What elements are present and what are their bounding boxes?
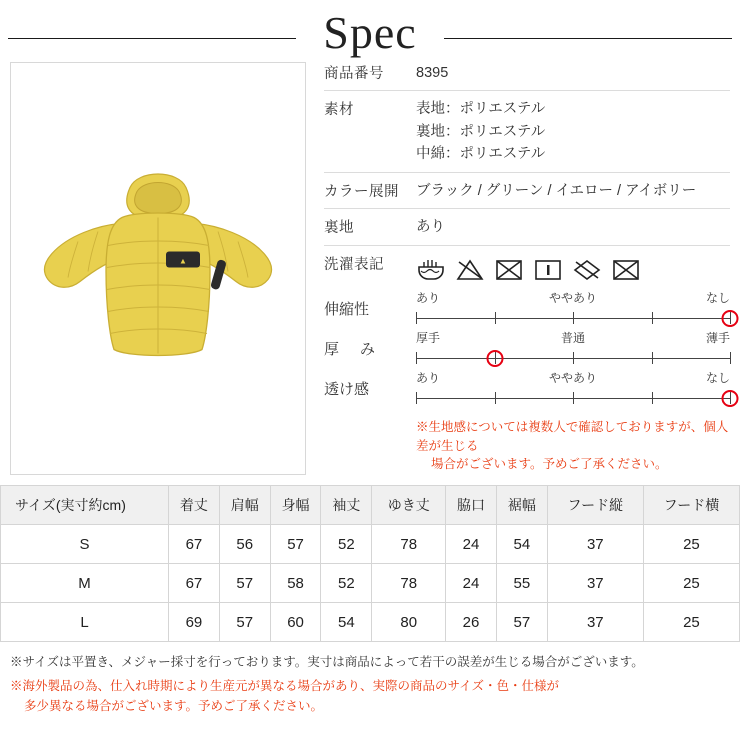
size-row-s-c1: 67: [169, 525, 220, 564]
size-table-header-9: フード横: [643, 486, 739, 525]
spec-value-material-outer: 表地：ポリエステル: [416, 101, 546, 118]
table-row: [1, 603, 740, 642]
wash-icon-group: [416, 257, 730, 283]
size-row-m-c5: 78: [372, 564, 446, 603]
size-row-m-c1: 67: [169, 564, 220, 603]
fabric-note-line2: 場合がございます。予めご了承ください。: [431, 457, 668, 472]
size-row-l-c2: 57: [219, 603, 270, 642]
spec-divider-4: [324, 245, 730, 246]
scale-line-stretch: [416, 307, 730, 329]
size-row-m-size: M: [1, 564, 169, 603]
size-table-header-7: 裾幅: [496, 486, 547, 525]
size-table-header-3: 身幅: [270, 486, 321, 525]
spec-label-lining: 裏地: [324, 220, 354, 237]
spec-label-colors: カラー展開: [324, 183, 399, 200]
size-row-l-c7: 57: [496, 603, 547, 642]
spec-value-material-lining: 裏地：ポリエステル: [416, 123, 546, 140]
scale-sheerness: [324, 369, 730, 409]
spec-detail-table: [306, 62, 730, 475]
header-rule-left: [8, 38, 296, 39]
spec-row-material: [324, 98, 730, 165]
size-row-s-size: S: [1, 525, 169, 564]
scale-caption-sheerness-0: あり: [416, 370, 441, 385]
size-row-l-c4: 54: [321, 603, 372, 642]
footnote-measurement: ※サイズは平置き、メジャー採寸を行っております。実寸は商品によって若干の誤差が生じる場合がございます。: [10, 655, 644, 669]
size-table-header-row: [1, 486, 740, 525]
spec-value-lining: あり: [416, 219, 445, 236]
hand-wash-icon: [416, 257, 446, 283]
spec-header: [0, 0, 740, 62]
header-rule-right: [444, 38, 732, 39]
no-tumble-dry-icon: [494, 257, 524, 283]
spec-divider-2: [324, 172, 730, 173]
scale-caption-stretch-0: あり: [416, 290, 441, 305]
table-row: [1, 564, 740, 603]
size-row-m-c2: 57: [219, 564, 270, 603]
size-row-s-c9: 25: [643, 525, 739, 564]
scale-thickness: [324, 329, 730, 369]
scale-caption-sheerness-2: なし: [705, 370, 730, 385]
product-photo-box: [10, 62, 306, 475]
spec-value-product-number: 8395: [416, 65, 449, 81]
size-row-m-c3: 58: [270, 564, 321, 603]
fabric-scales: [324, 289, 730, 409]
table-row: [1, 525, 740, 564]
page-title: Spec: [305, 10, 434, 56]
spec-upper-section: [0, 62, 740, 475]
fabric-note-line1: ※生地感については複数人で確認しておりますが、個人差が生じる: [416, 419, 729, 453]
size-row-m-c7: 55: [496, 564, 547, 603]
spec-label-product-number: 商品番号: [324, 66, 384, 82]
scale-caption-thickness-0: 厚手: [416, 330, 441, 345]
scale-stretch: [324, 289, 730, 329]
spec-row-product-number: [324, 62, 730, 84]
scale-caption-sheerness-1: ややあり: [548, 370, 597, 385]
size-row-s-c2: 56: [219, 525, 270, 564]
size-row-s-c4: 52: [321, 525, 372, 564]
size-table-header-4: 袖丈: [321, 486, 372, 525]
scale-marker-stretch: [722, 310, 739, 327]
spec-label-material: 素材: [324, 102, 354, 119]
size-row-m-c8: 37: [547, 564, 643, 603]
spec-row-lining: [324, 216, 730, 238]
spec-row-wash: [324, 253, 730, 283]
size-row-l-size: L: [1, 603, 169, 642]
size-row-l-c8: 37: [547, 603, 643, 642]
scale-marker-thickness: [486, 350, 503, 367]
size-row-s-c3: 57: [270, 525, 321, 564]
size-row-s-c8: 37: [547, 525, 643, 564]
footnote-overseas: [10, 676, 730, 716]
scale-caption-stretch-1: ややあり: [548, 290, 597, 305]
size-table-header-1: 着丈: [169, 486, 220, 525]
footnote-overseas-line1: ※海外製品の為、仕入れ時期により生産元が異なる場合があり、実際の商品のサイズ・色・仕様が: [10, 679, 560, 693]
spec-value-colors: ブラック / グリーン / イエロー / アイボリー: [416, 182, 697, 199]
size-row-m-c9: 25: [643, 564, 739, 603]
size-row-l-c1: 69: [169, 603, 220, 642]
size-table-header-0: サイズ(実寸約cm): [1, 486, 169, 525]
size-table-header-2: 肩幅: [219, 486, 270, 525]
spec-row-colors: [324, 180, 730, 202]
size-row-l-c3: 60: [270, 603, 321, 642]
scale-label-stretch: 伸縮性: [324, 301, 370, 319]
no-dry-clean-icon: [572, 257, 602, 283]
footnote-overseas-line2: 多少異なる場合がございます。予めご了承ください。: [24, 699, 324, 713]
size-table: [0, 485, 740, 642]
size-row-l-c5: 80: [372, 603, 446, 642]
footnotes: [0, 652, 740, 716]
spec-divider-1: [324, 90, 730, 91]
size-table-header-8: フード縦: [547, 486, 643, 525]
size-row-s-c7: 54: [496, 525, 547, 564]
scale-label-thickness: 厚 み: [324, 341, 379, 359]
size-row-m-c6: 24: [446, 564, 497, 603]
size-row-m-c4: 52: [321, 564, 372, 603]
scale-caption-thickness-2: 薄手: [705, 330, 730, 345]
scale-line-thickness: [416, 347, 730, 369]
size-table-header-5: ゆき丈: [372, 486, 446, 525]
product-photo: [38, 161, 278, 376]
no-wring-icon: [611, 257, 641, 283]
spec-divider-3: [324, 208, 730, 209]
size-table-header-6: 脇口: [446, 486, 497, 525]
svg-text:▲: ▲: [179, 256, 187, 265]
size-row-s-c6: 24: [446, 525, 497, 564]
scale-line-sheerness: [416, 387, 730, 409]
iron-low-icon: [533, 257, 563, 283]
size-row-l-c9: 25: [643, 603, 739, 642]
scale-label-sheerness: 透け感: [324, 381, 370, 399]
fabric-note: [324, 418, 730, 474]
spec-label-wash: 洗濯表記: [324, 256, 384, 273]
size-row-l-c6: 26: [446, 603, 497, 642]
no-bleach-icon: [455, 257, 485, 283]
size-row-s-c5: 78: [372, 525, 446, 564]
scale-caption-thickness-1: 普通: [560, 330, 585, 345]
spec-value-material-padding: 中綿：ポリエステル: [416, 146, 546, 163]
scale-caption-stretch-2: なし: [705, 290, 730, 305]
scale-marker-sheerness: [722, 390, 739, 407]
